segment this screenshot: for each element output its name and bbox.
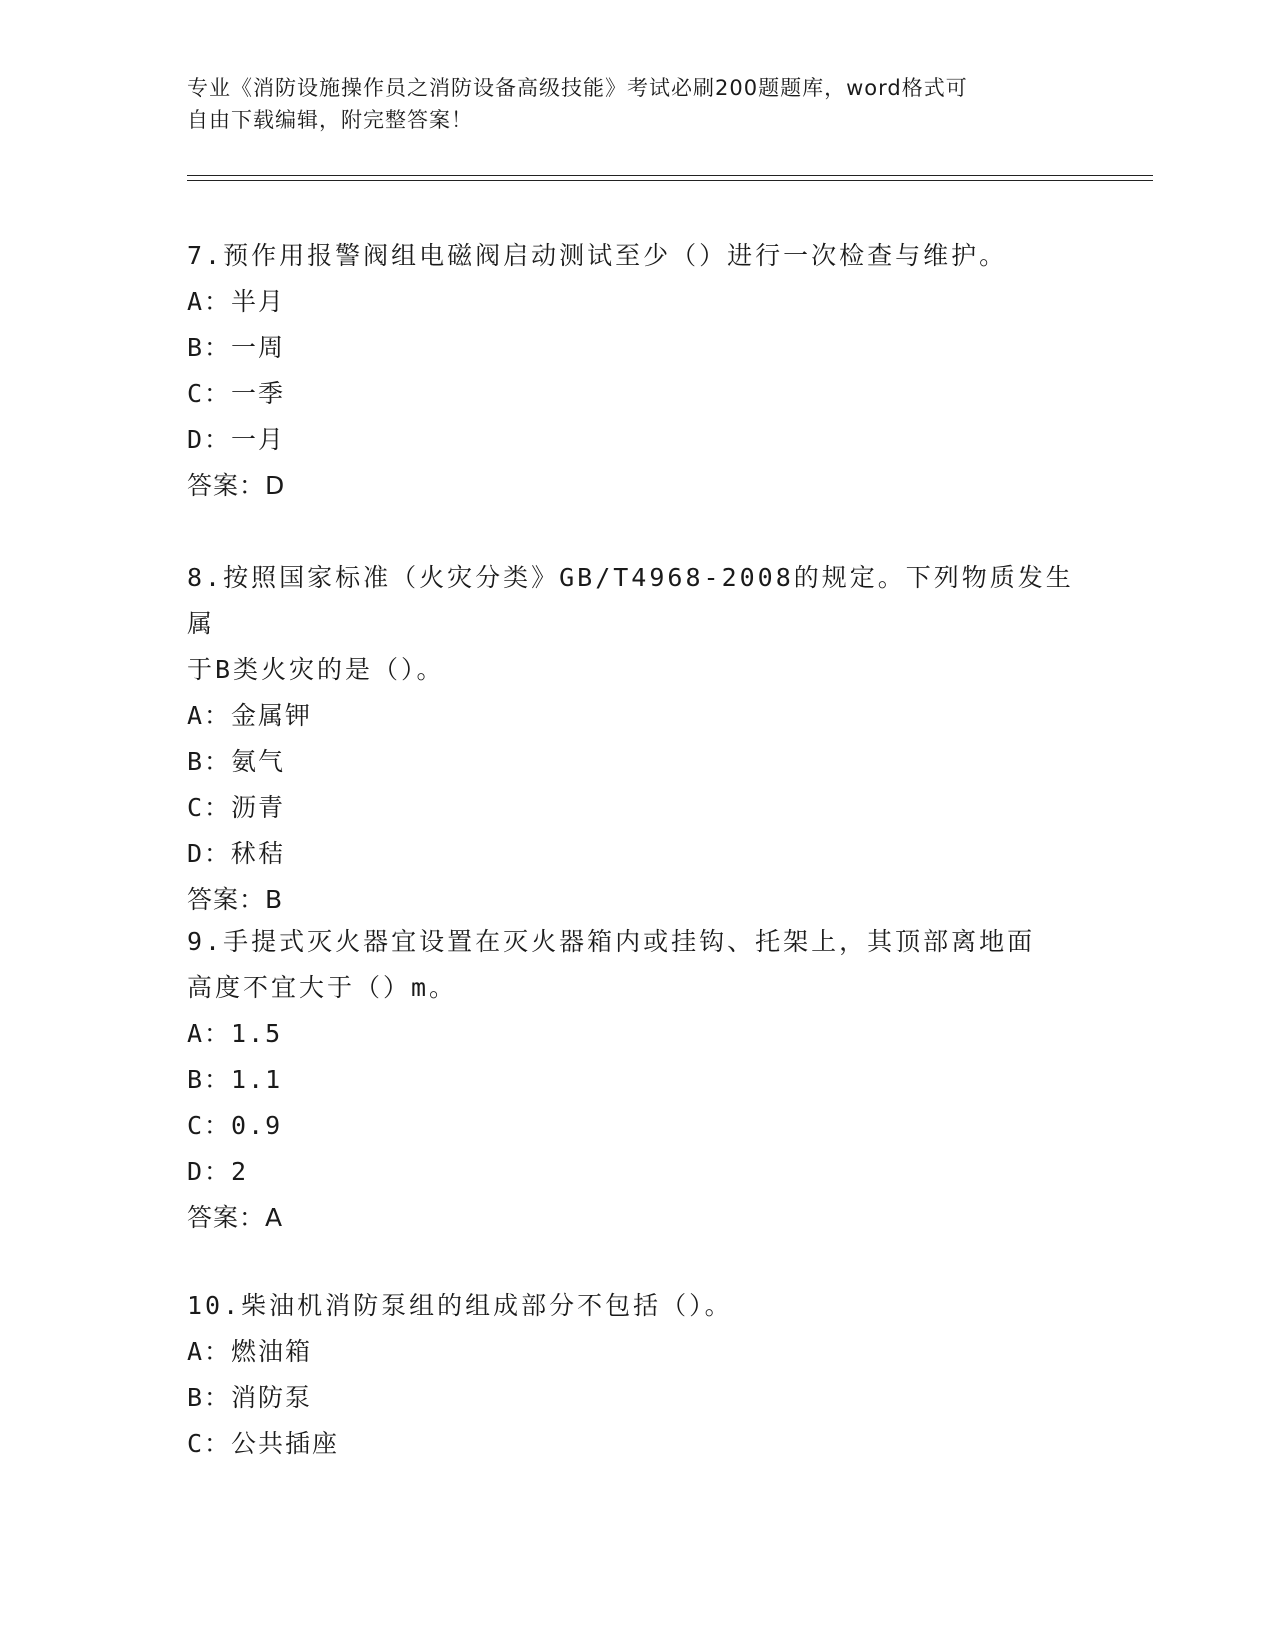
option-a: A：半月 <box>187 287 286 316</box>
option-c: C：0.9 <box>187 1111 283 1140</box>
question-stem-continued: 高度不宜大于（）m。 <box>187 973 458 1002</box>
question-stem: 10.柴油机消防泵组的组成部分不包括（）。 <box>187 1291 733 1320</box>
question-7 <box>187 233 1087 509</box>
option-d: D：秫秸 <box>187 839 286 868</box>
option-d: D：2 <box>187 1157 249 1186</box>
option-a: A：金属钾 <box>187 701 313 730</box>
option-a: A：1.5 <box>187 1019 283 1048</box>
question-8 <box>187 555 1087 923</box>
answer-line: 答案：B <box>187 885 284 914</box>
answer-line: 答案：D <box>187 471 286 500</box>
document-header <box>187 72 1087 136</box>
question-9 <box>187 919 1087 1241</box>
option-d: D：一月 <box>187 425 286 454</box>
question-stem: 8.按照国家标准（火灾分类》GB/T4968-2008的规定。下列物质发生属 <box>187 563 1074 638</box>
question-10 <box>187 1283 1087 1467</box>
option-c: C：沥青 <box>187 793 286 822</box>
option-b: B：消防泵 <box>187 1383 313 1412</box>
option-a: A：燃油箱 <box>187 1337 313 1366</box>
option-b: B：1.1 <box>187 1065 283 1094</box>
option-c: C：公共插座 <box>187 1429 340 1458</box>
header-line-1: 专业《消防设施操作员之消防设备高级技能》考试必刷200题题库，word格式可 <box>187 76 968 100</box>
question-stem: 7.预作用报警阀组电磁阀启动测试至少（）进行一次检查与维护。 <box>187 241 1008 270</box>
option-b: B：氨气 <box>187 747 286 776</box>
header-divider <box>187 175 1153 181</box>
header-line-2: 自由下载编辑，附完整答案！ <box>187 108 473 132</box>
answer-line: 答案：A <box>187 1203 284 1232</box>
question-stem-continued: 于B类火灾的是（）。 <box>187 655 445 684</box>
option-c: C：一季 <box>187 379 286 408</box>
option-b: B：一周 <box>187 333 286 362</box>
question-stem: 9.手提式灭火器宜设置在灭火器箱内或挂钩、托架上，其顶部离地面 <box>187 927 1036 956</box>
